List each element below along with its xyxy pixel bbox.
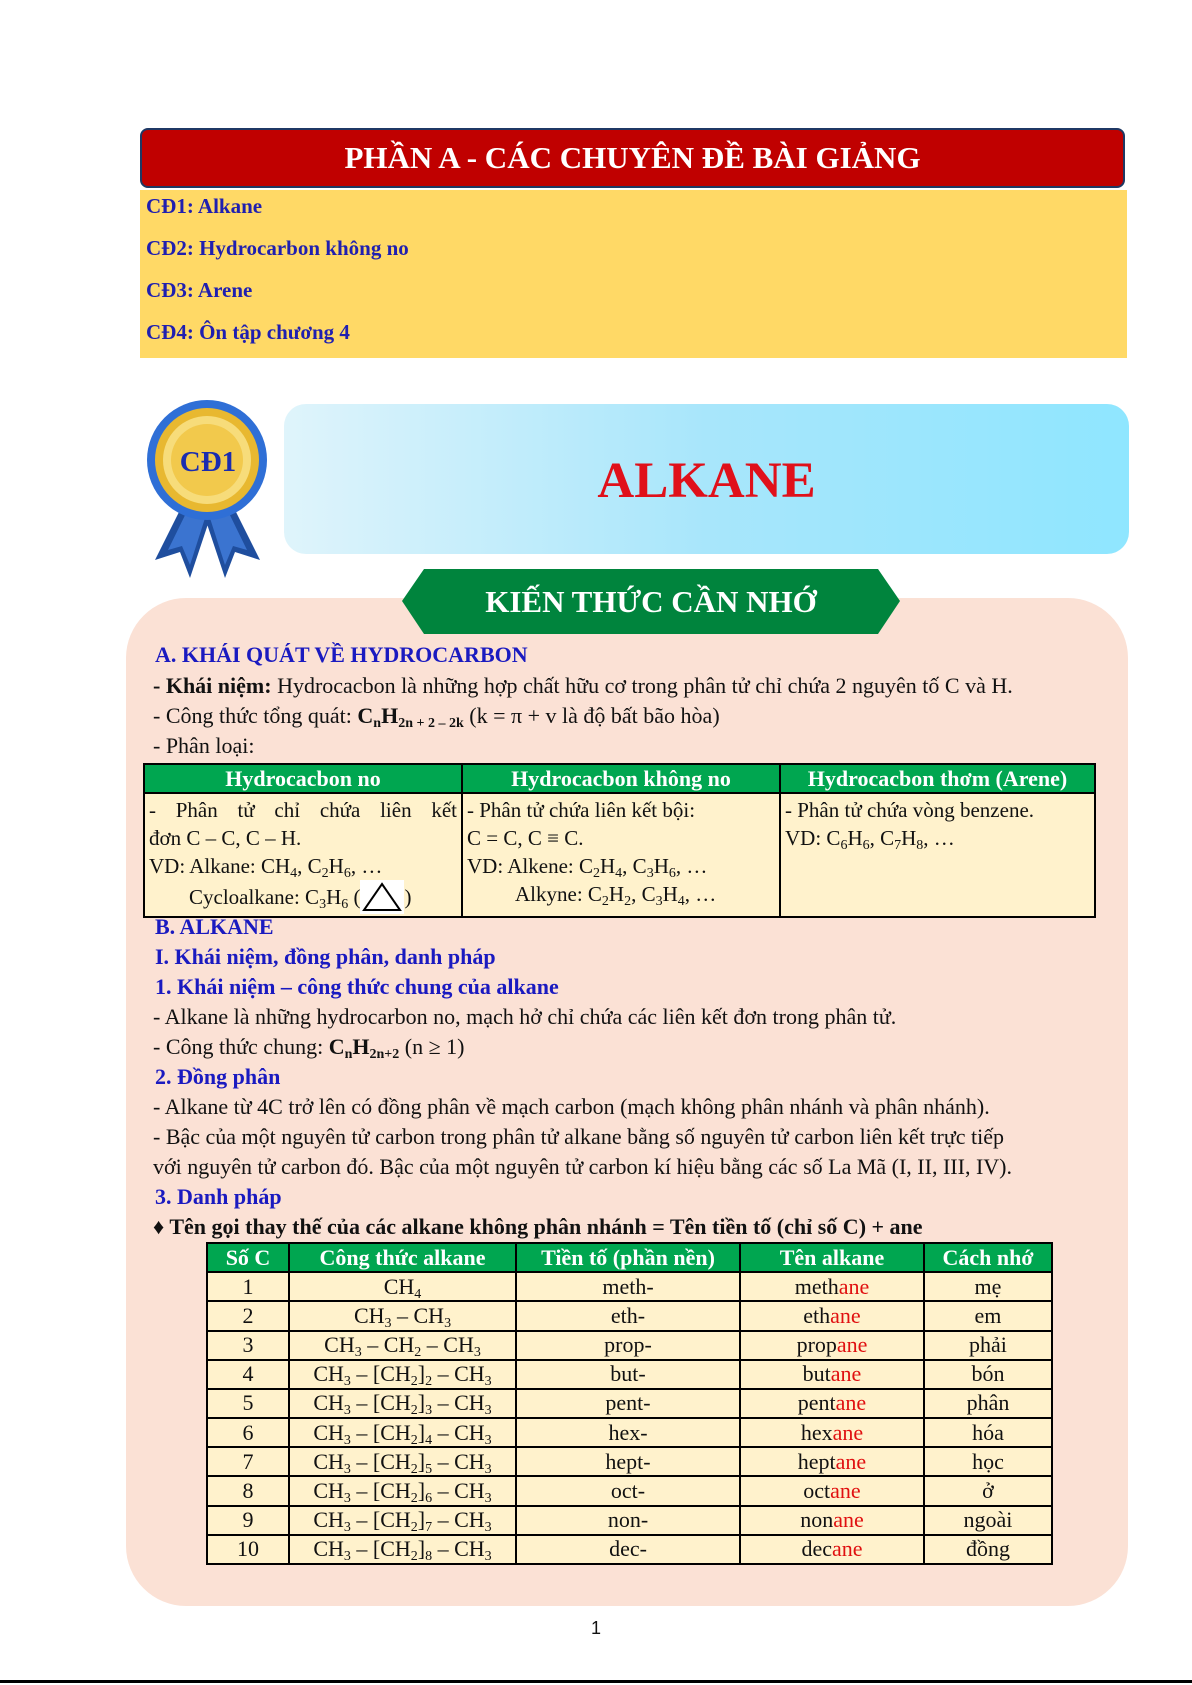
table-row: 3 $CH_3 - CH_2 - CH_3$ prop- propane phải — [207, 1331, 1052, 1360]
naming-rule: ♦ Tên gọi thay thế của các alkane không phân nhánh = Tên tiền tố (chỉ số C) + ane — [153, 1214, 923, 1239]
ribbon-title: KIẾN THỨC CẦN NHỚ — [485, 584, 817, 619]
table-row: 4 $CH_3 - [CH_2]_2 - CH_3$ but- butane bón — [207, 1360, 1052, 1389]
subheading: 2. Đồng phân — [155, 1064, 281, 1089]
classification-table — [143, 763, 1096, 918]
table-row: 8 $CH_3 - [CH_2]_6 - CH_3$ oct- octane ở — [207, 1476, 1052, 1505]
table-cell: - Phân tử chứa vòng benzene. VD: $C_6H_6$, $C_7H_8$, … — [780, 793, 1095, 917]
chapter-list — [140, 190, 1127, 358]
chapter-title: ALKANE — [597, 453, 816, 509]
chapter-item: CĐ4: Ôn tập chương 4 — [146, 320, 350, 344]
classify-label: - Phân loại: — [153, 733, 255, 758]
triangle-icon — [360, 880, 404, 914]
table-header: Hydrocacbon không no — [462, 764, 780, 793]
concept-line: - Khái niệm: Hydrocacbon là những hợp chất hữu cơ trong phân tử chỉ chứa 2 nguyên tố C và H. — [153, 673, 1013, 698]
paragraph: - Bậc của một nguyên tử carbon trong phân tử alkane bằng số nguyên tử carbon liên kết trực tiếp — [153, 1124, 1005, 1149]
table-cell: - Phân tử chứa liên kết bội: C = C, C ≡ C. VD: Alkene: $C_2H_4$, $C_3H_6$, … Alkyne: $C_2H_2$, $C_3H_4$, … — [462, 793, 780, 917]
table-row: 9 $CH_3 - [CH_2]_7 - CH_3$ non- nonane ngoài — [207, 1506, 1052, 1535]
table-header: Công thức alkane — [289, 1243, 516, 1272]
table-header: Hydrocacbon thơm (Arene) — [780, 764, 1095, 793]
general-formula-line: - Công thức tổng quát: $C_nH_{2n + 2 - 2k}$ (k = π + v là độ bất bão hòa) — [153, 703, 720, 731]
part-banner: PHẦN A - CÁC CHUYÊN ĐỀ BÀI GIẢNG — [140, 128, 1125, 188]
chapter-item: CĐ1: Alkane — [146, 194, 263, 218]
table-header: Cách nhớ — [924, 1243, 1052, 1272]
paragraph: - Alkane từ 4C trở lên có đồng phân về mạch carbon (mạch không phân nhánh và phân nhánh). — [153, 1094, 990, 1119]
table-header: Số C — [207, 1243, 289, 1272]
table-cell: - Phân tử chỉ chứa liên kết đơn C – C, C – H. VD: Alkane: $CH_4$, $C_2H_6$, … Cycloalkane: $C_3H_6$ ( ) — [144, 793, 462, 917]
table-row: 1 $CH_4$ meth- methane mẹ — [207, 1272, 1052, 1301]
section-a-heading: A. KHÁI QUÁT VỀ HYDROCARBON — [155, 642, 528, 667]
section-b-heading: B. ALKANE — [155, 914, 274, 939]
table-row: 10 $CH_3 - [CH_2]_8 - CH_3$ dec- decane đồng — [207, 1535, 1052, 1564]
table-row: 5 $CH_3 - [CH_2]_3 - CH_3$ pent- pentane phân — [207, 1389, 1052, 1418]
alkane-formula-line: - Công thức chung: $C_nH_{2n+2}$ (n ≥ 1) — [153, 1034, 465, 1062]
chapter-item: CĐ3: Arene — [146, 278, 253, 302]
chapter-item: CĐ2: Hydrocarbon không no — [146, 236, 409, 260]
subheading: 3. Danh pháp — [155, 1184, 282, 1209]
bottom-rule — [0, 1680, 1192, 1683]
table-row: 7 $CH_3 - [CH_2]_5 - CH_3$ hept- heptane học — [207, 1447, 1052, 1476]
table-row: 2 $CH_3 - CH_3$ eth- ethane em — [207, 1301, 1052, 1330]
table-header: Tiền tố (phần nền) — [516, 1243, 740, 1272]
paragraph: - Alkane là những hydrocarbon no, mạch hở chỉ chứa các liên kết đơn trong phân tử. — [153, 1004, 897, 1029]
table-header: Tên alkane — [740, 1243, 924, 1272]
page-number: 1 — [590, 1618, 601, 1638]
alkane-name-table — [206, 1242, 1053, 1565]
table-header: Hydrocacbon no — [144, 764, 462, 793]
medal-label: CĐ1 — [179, 446, 237, 478]
subheading: 1. Khái niệm – công thức chung của alkane — [155, 974, 559, 999]
table-row: 6 $CH_3 - [CH_2]_4 - CH_3$ hex- hexane hóa — [207, 1418, 1052, 1447]
paragraph: với nguyên tử carbon đó. Bậc của một nguyên tử carbon kí hiệu bằng các số La Mã (I, II, III, IV). — [153, 1154, 1012, 1179]
subheading: I. Khái niệm, đồng phân, danh pháp — [155, 944, 496, 969]
medal-icon — [140, 400, 275, 580]
